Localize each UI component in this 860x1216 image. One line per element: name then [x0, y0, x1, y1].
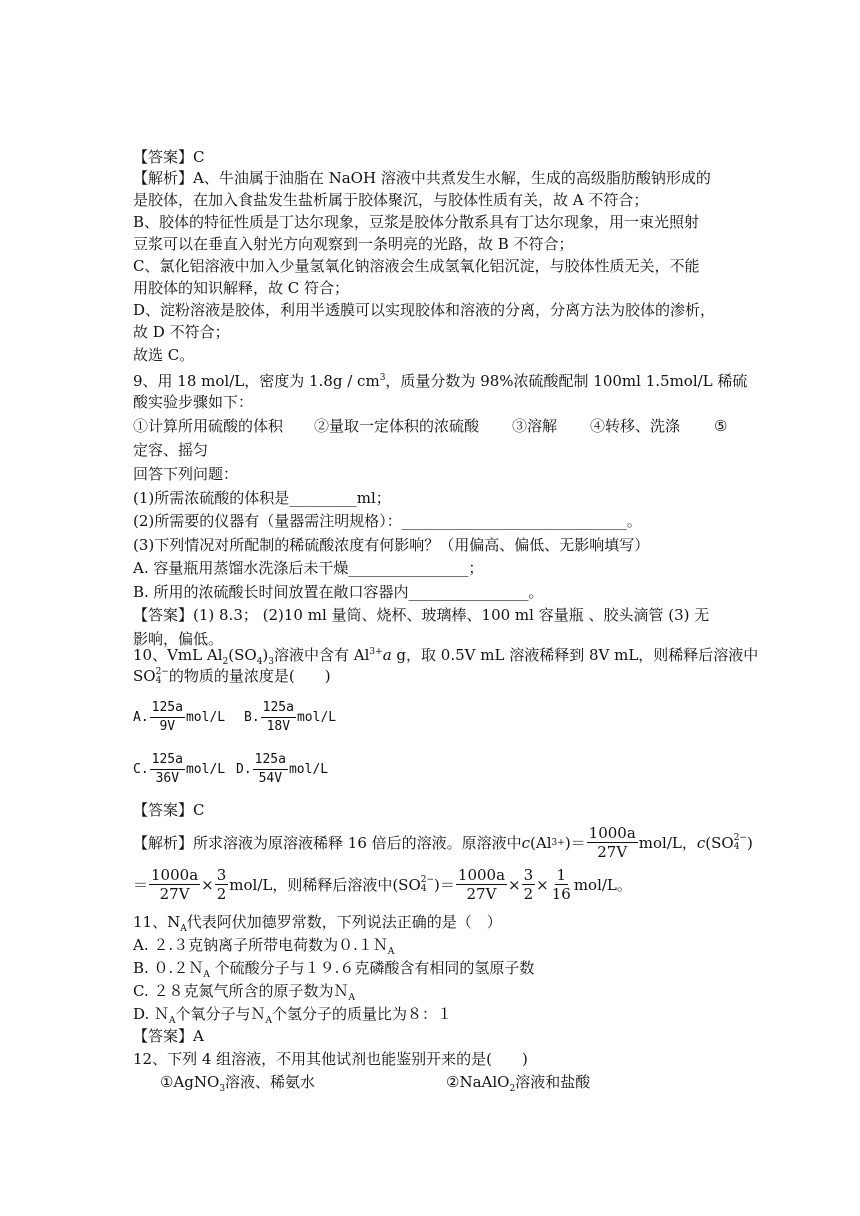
text: (SO [705, 833, 734, 852]
text: C. ２８克氮气所含的原子数为Ｎ [133, 982, 349, 1000]
text: 11、N [133, 913, 181, 931]
variable: a [382, 646, 392, 664]
text: 溶液中含有 Al [274, 646, 370, 664]
denominator: 18V [266, 719, 291, 734]
q10-option-c [133, 751, 225, 788]
q8-answer: 【答案】C [133, 148, 205, 166]
numerator: 125a [150, 751, 185, 770]
option-label: B. [244, 710, 260, 725]
unit: mol/L [296, 710, 337, 725]
subscript: 2 [222, 657, 229, 667]
superscript: 2− [420, 874, 435, 885]
unit: mol/L [185, 710, 226, 725]
q9-prompt: 回答下列问题： [133, 465, 239, 483]
text: 个氢分子的质量比为８：１ [272, 1005, 453, 1023]
superscript: 3+ [551, 837, 565, 848]
text: SO [133, 667, 156, 685]
text: 10、VmL Al [133, 646, 223, 664]
q10-option-a [133, 699, 225, 736]
numerator: 1000a [457, 866, 506, 884]
text: ②NaAlO [446, 1073, 510, 1091]
fraction [150, 751, 185, 788]
q9-answer-cont: 影响，偏低。 [133, 630, 224, 648]
q8-analysis-line: B、胶体的特征性质是丁达尔现象，豆浆是胶体分散系具有丁达尔现象，用一束光照射 [133, 213, 700, 231]
fraction [215, 866, 229, 903]
text: 个氧分子与Ｎ [175, 1005, 266, 1023]
q9-step: ⑤ [714, 417, 728, 435]
option-label: A. [133, 710, 149, 725]
text: 【解析】所求溶液为原溶液稀释 16 倍后的溶液。原溶液中 [133, 834, 522, 852]
text: × [201, 875, 214, 894]
text: × [508, 875, 521, 894]
q9-answer: 【答案】(1) 8.3； (2)10 ml 量筒、烧杯、玻璃棒、100 ml 容量瓶 、胶头滴管 (3) 无 [133, 606, 710, 624]
text: mol/L，则稀释后溶液中(SO [229, 876, 421, 894]
denominator: 36V [155, 771, 180, 786]
fraction [587, 824, 638, 861]
subscript: A [265, 1016, 273, 1026]
unit: mol/L [288, 762, 329, 777]
text: A. ２.３克钠离子所带电荷数为０.１Ｎ [133, 936, 388, 954]
unit: mol/L [185, 762, 226, 777]
charge-stack [734, 834, 747, 852]
text: D. Ｎ [133, 1005, 170, 1023]
q9-sub-question: (2)所需要的仪器有（量器需注明规格）：______________________________。 [133, 512, 642, 530]
q11-answer: 【答案】A [133, 1027, 204, 1045]
denominator: 9V [159, 719, 176, 734]
q10-analysis-line-2 [133, 866, 632, 903]
subscript: 4 [420, 883, 427, 894]
text: 溶液、稀氨水 [225, 1073, 316, 1091]
subscript: A [180, 924, 187, 934]
text: ) [747, 833, 753, 852]
denominator: 27V [466, 885, 497, 903]
q8-analysis-line: 【解析】A、牛油属于油脂在 NaOH 溶液中共煮发生水解，生成的高级脂肪酸钠形成的 [133, 169, 711, 187]
q9-step-cont: 定容、摇匀 [133, 441, 209, 459]
subscript: 2 [509, 1084, 516, 1094]
numerator: 3 [216, 866, 227, 884]
numerator: 1 [556, 866, 567, 884]
text: (SO [228, 646, 257, 664]
charge-stack [156, 668, 169, 686]
q10-answer: 【答案】C [133, 801, 205, 819]
text: 的物质的量浓度是( ) [168, 667, 331, 685]
denominator: 2 [523, 885, 534, 903]
subscript: 3 [268, 657, 275, 667]
subscript: 4 [256, 657, 263, 667]
q10-option-b [244, 699, 336, 736]
q9-sub-question: (3)下列情况对所配制的稀硫酸浓度有何影响？（用偏高、偏低、无影响填写） [133, 536, 650, 554]
q9-stem-2: 酸实验步骤如下： [133, 393, 254, 411]
numerator: 125a [150, 699, 185, 718]
fraction [522, 866, 536, 903]
text: ) [262, 646, 269, 664]
q10-stem-2 [133, 666, 331, 686]
variable: c [521, 833, 531, 852]
q8-analysis-line: 豆浆可以在垂直入射光方向观察到一条明亮的光路，故 B 不符合； [133, 235, 574, 253]
superscript: 3 [379, 373, 386, 383]
q9-step: ①计算所用硫酸的体积 [133, 417, 284, 435]
text: g，取 0.5V mL 溶液稀释到 8V mL，则稀释后溶液中 [391, 646, 759, 664]
text: mol/L， [638, 834, 697, 852]
text: ＝ [133, 876, 149, 894]
subscript: A [387, 947, 395, 957]
subscript: 4 [733, 841, 740, 852]
q10-option-d [236, 751, 328, 788]
superscript: 2− [733, 832, 747, 843]
option-label: D. [236, 762, 252, 777]
text: (Al [530, 833, 552, 852]
text: × [536, 875, 549, 894]
numerator: 1000a [588, 824, 636, 842]
text: 代表阿伏加德罗常数，下列说法正确的是（ ） [186, 913, 502, 931]
subscript: A [348, 993, 355, 1003]
superscript: 3+ [369, 647, 383, 657]
denominator: 27V [159, 885, 190, 903]
fraction [261, 699, 296, 736]
numerator: 125a [261, 699, 296, 718]
numerator: 3 [523, 866, 534, 884]
q9-stem [133, 368, 747, 391]
denominator: 16 [551, 885, 571, 903]
text: mol/L。 [573, 876, 632, 894]
subscript: A [203, 970, 210, 980]
subscript: 4 [155, 676, 162, 686]
q9-sub-question: B. 所用的浓硫酸长时间放置在敞口容器内________________。 [133, 583, 544, 601]
text: 溶液和盐酸 [515, 1073, 591, 1091]
option-label: C. [133, 762, 149, 777]
q8-analysis-line: 用胶体的知识解释，故 C 符合； [133, 279, 350, 297]
q12-option-1 [160, 1072, 315, 1099]
q8-analysis-line: 故 D 不符合； [133, 323, 230, 341]
q8-analysis-line: D、淀粉溶液是胶体，利用半透膜可以实现胶体和溶液的分离，分离方法为胶体的渗析， [133, 301, 716, 319]
q8-analysis-line: C、氯化铝溶液中加入少量氢氧化钠溶液会生成氢氧化铝沉淀，与胶体性质无关，不能 [133, 257, 700, 275]
q9-stem-text: ，质量分数为 98%浓硫酸配制 100ml 1.5mol/L 稀硫 [385, 372, 748, 390]
fraction [550, 866, 573, 903]
text: ①AgNO [160, 1073, 220, 1091]
q8-conclusion: 故选 C。 [133, 346, 195, 364]
q9-step: ③溶解 [512, 417, 558, 435]
q12-stem: 12、下列 4 组溶液，不用其他试剂也能鉴别开来的是( ) [133, 1050, 528, 1068]
text: 个硫酸分子与１９.６克磷酸含有相同的氢原子数 [209, 959, 535, 977]
q9-step: ②量取一定体积的浓硫酸 [314, 417, 480, 435]
fraction [456, 866, 507, 903]
text: )＝ [564, 834, 586, 852]
text: B. ０.２Ｎ [133, 959, 204, 977]
denominator: 27V [597, 843, 628, 861]
fraction [253, 751, 288, 788]
subscript: A [169, 1016, 176, 1026]
numerator: 125a [253, 751, 288, 770]
fraction [149, 866, 200, 903]
denominator: 54V [258, 771, 283, 786]
q9-step: ④转移、洗涤 [590, 417, 681, 435]
fraction [150, 699, 185, 736]
text: )＝ [434, 876, 455, 894]
subscript: 3 [219, 1084, 226, 1094]
charge-stack [421, 876, 434, 894]
numerator: 1000a [151, 866, 199, 884]
denominator: 2 [216, 885, 227, 903]
q9-sub-question: (1)所需浓硫酸的体积是_________ml； [133, 489, 391, 507]
variable: c [696, 833, 706, 852]
q12-option-2 [446, 1072, 590, 1099]
superscript: 2− [155, 667, 169, 677]
q10-analysis-line-1 [133, 824, 753, 861]
q9-stem-text: 9、用 18 mol/L，密度为 1.8g / cm [133, 372, 380, 390]
q9-sub-question: A. 容量瓶用蒸馏水洗涤后未干燥________________； [133, 559, 484, 577]
q8-analysis-line: 是胶体，在加入食盐发生盐析属于胶体聚沉，与胶体性质有关，故 A 不符合； [133, 191, 649, 209]
